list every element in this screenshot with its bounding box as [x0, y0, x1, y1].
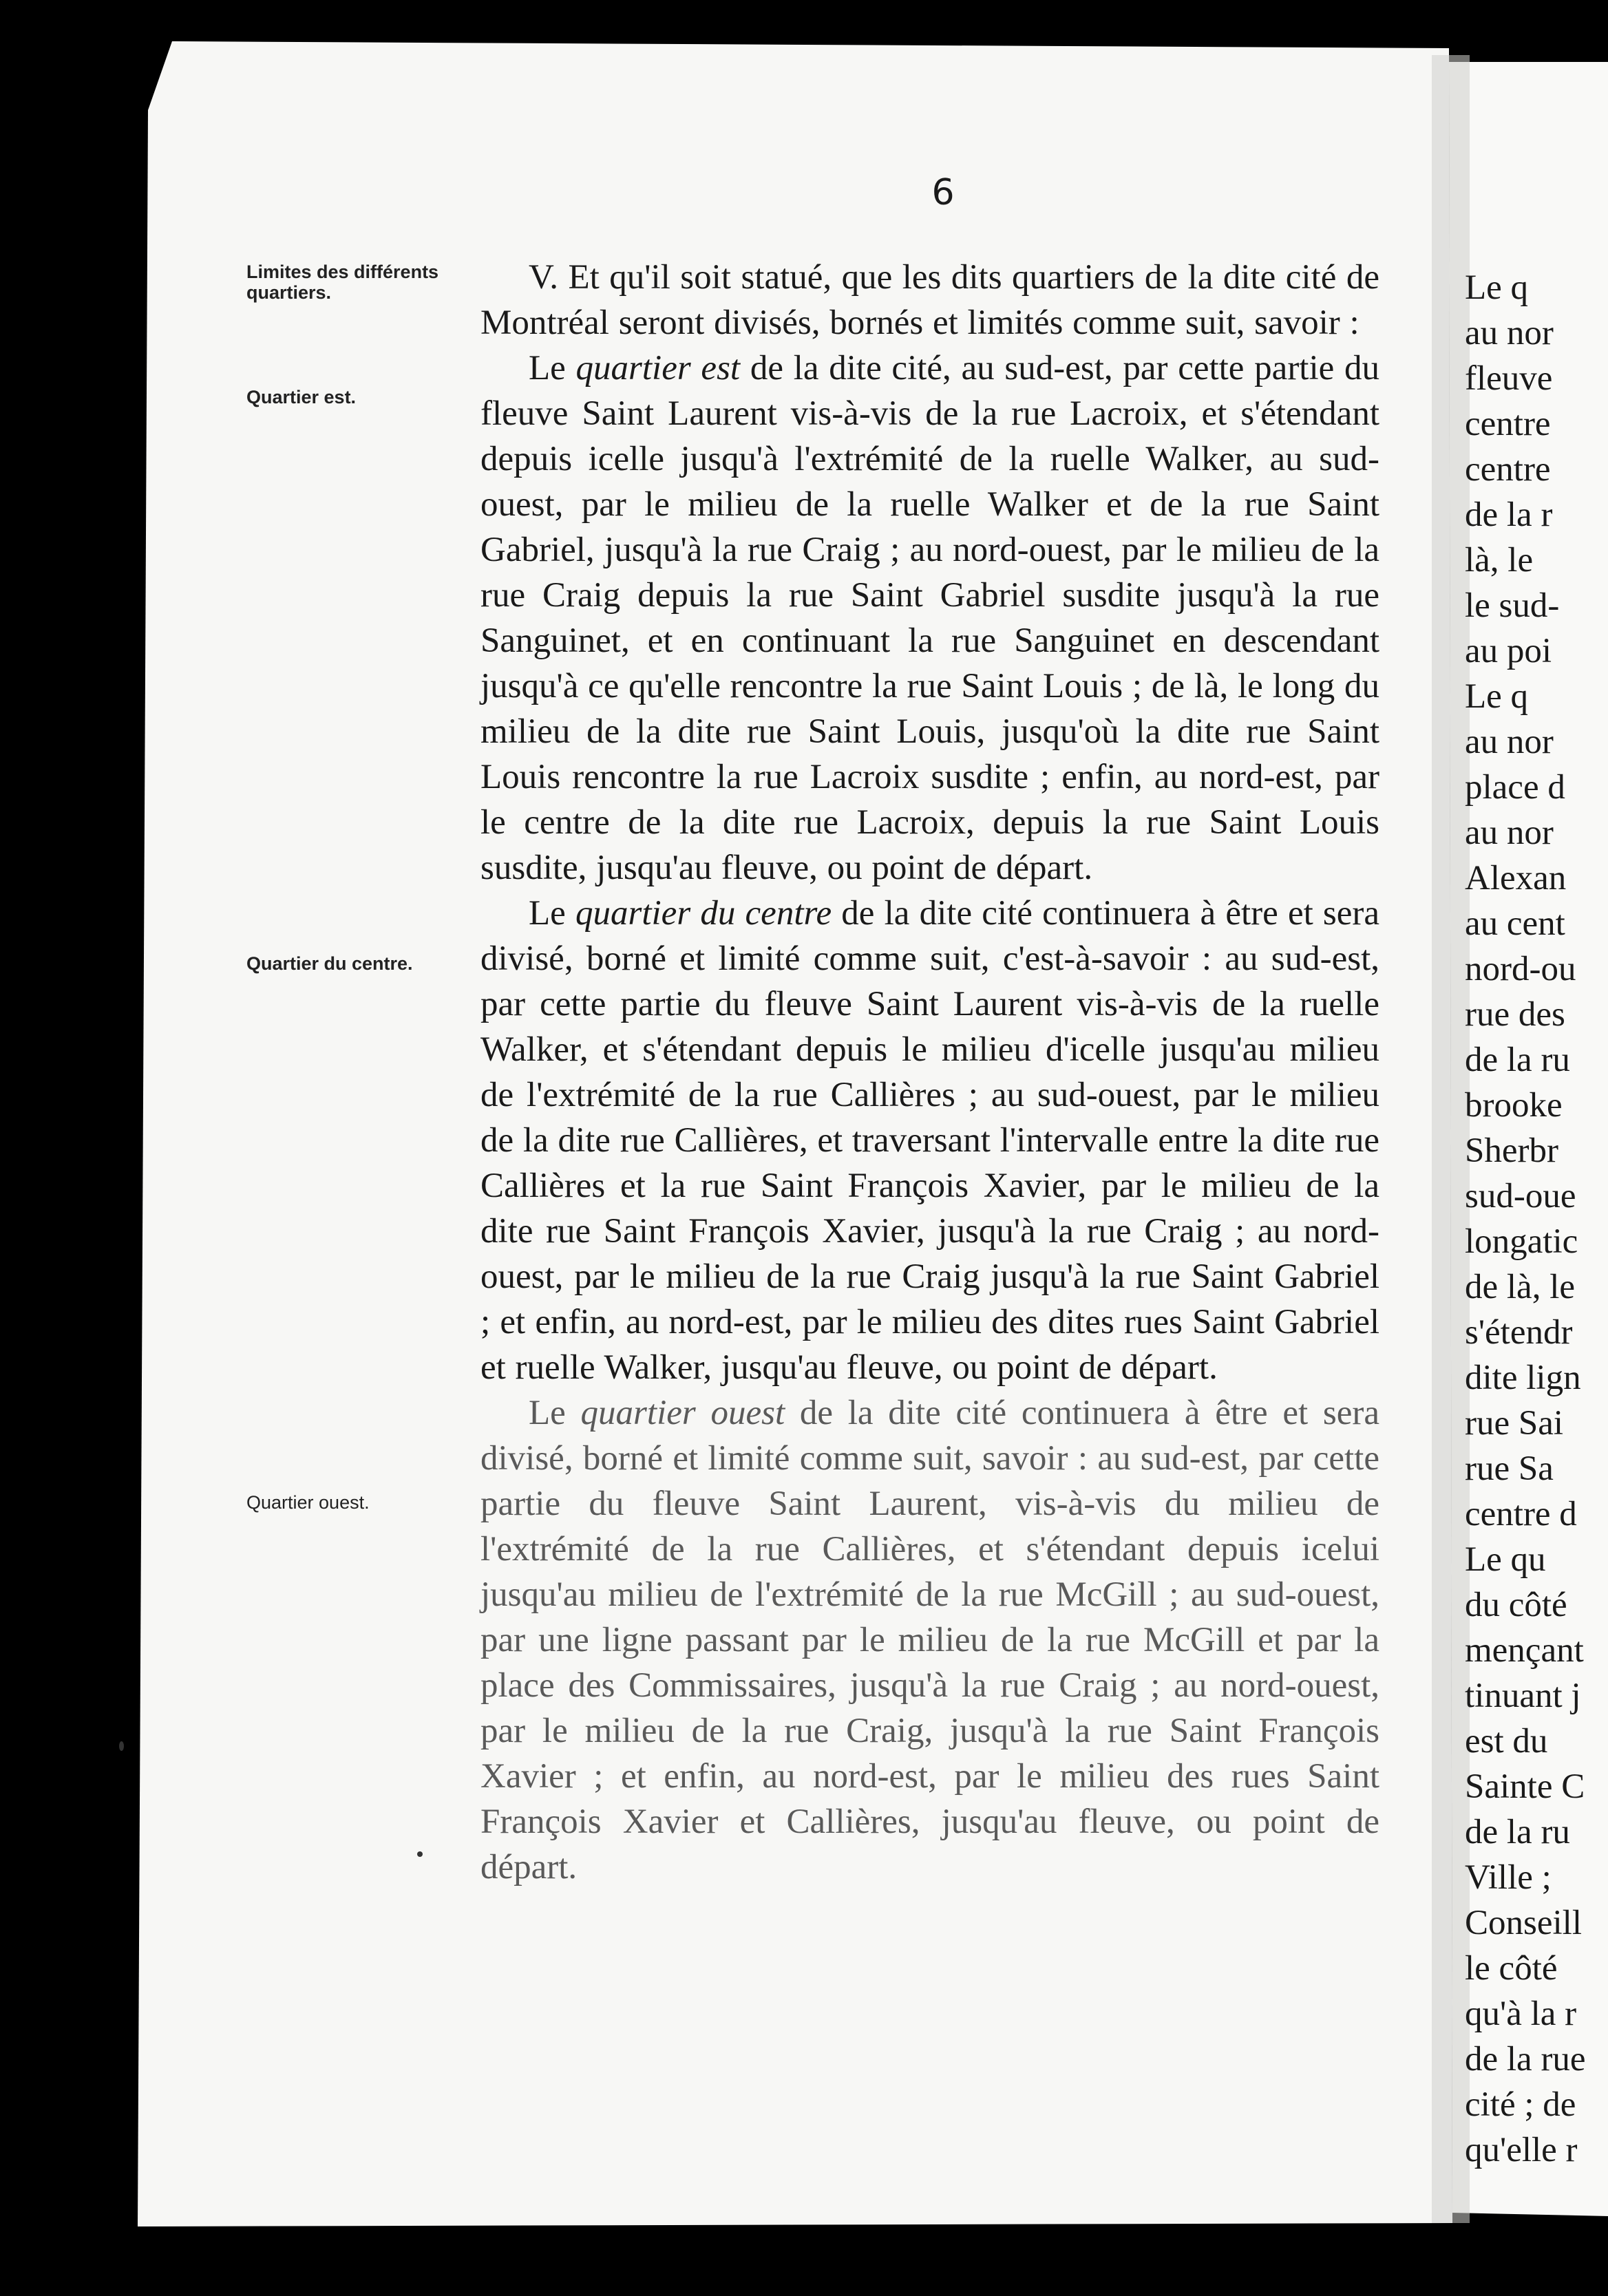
right-page-line: le côté [1465, 1949, 1558, 1988]
paragraph-emphasis: quartier du centre [575, 894, 832, 933]
right-page-line: dite lign [1465, 1359, 1581, 1397]
right-page-line: tinuant j [1465, 1677, 1581, 1715]
right-page-line: Conseill [1465, 1904, 1583, 1942]
right-page-line: de là, le [1465, 1268, 1575, 1306]
right-page-text [1465, 265, 1608, 2173]
right-page-line: Le q [1465, 677, 1529, 716]
page-gutter-shadow [1432, 55, 1470, 2223]
right-page-line: cité ; de [1465, 2085, 1576, 2124]
right-page-line: brooke [1465, 1086, 1563, 1125]
margin-note-limites [246, 262, 480, 303]
paragraph-statute-v: V. Et qu'il soit statué, que les dits quartiers de la dite cité de Montréal seront divisés, bornés et limités comme suit, savoir : [480, 258, 1379, 342]
right-page-line: s'étendr [1465, 1313, 1573, 1352]
paragraph-lead: Le [529, 1394, 566, 1432]
right-page-line: qu'à la r [1465, 1995, 1577, 2033]
paragraph-quartier-est [480, 346, 1379, 891]
paragraph-lead: Le [529, 894, 566, 933]
margin-note-line: quartiers. [246, 282, 332, 303]
right-page-line: Sherbr [1465, 1131, 1558, 1170]
right-page-line: sud-oue [1465, 1177, 1576, 1215]
right-page-line: de la ru [1465, 1813, 1570, 1851]
paragraph-rest: de la dite cité continuera à être et sera divisé, borné et limité comme suit, savoir : au sud-est, par cette partie du fleuve Saint Laurent, vis-à-vis du milieu de l'extrémité de la rue Callières, et s'étendant depuis icelui jusqu'au milieu de l'extrémité de la rue McGill ; au sud-ouest, par une ligne passant par le milieu de la rue McGill et par la place des Commissaires, jusqu'à la rue Craig ; au nord-ouest, par le milieu de la rue Craig, jusqu'à la rue Saint François Xavier ; et enfin, au nord-est, par le milieu des rues Saint François Xavier et Callières, jusqu'au fleuve, ou point de départ. [480, 1394, 1380, 1886]
right-page-line: longatic [1465, 1222, 1578, 1261]
margin-note-line: Quartier du centre. [246, 953, 413, 974]
right-page-line: rue Sai [1465, 1404, 1564, 1443]
right-page-line: centre [1465, 450, 1551, 489]
right-page-line: centre [1465, 405, 1551, 443]
right-page-line: rue des [1465, 995, 1565, 1034]
margin-note-line: Quartier est. [246, 387, 357, 407]
right-page-line: au poi [1465, 632, 1552, 670]
right-page-line: de la rue [1465, 2040, 1586, 2079]
paragraph-rest: de la dite cité continuera à être et sera divisé, borné et limité comme suit, c'est-à-savoir : au sud-est, par cette partie du fleuve Saint Laurent vis-à-vis de la ruelle Walker, et s'étendant depuis le milieu d'icelle jusqu'au milieu de l'extrémité de la rue Callières ; au sud-ouest, par le milieu de la dite rue Callières, et traversant l'intervalle entre la dite rue Callières et la rue Saint François Xavier, par le milieu de la dite rue Saint François Xavier, jusqu'à la rue Craig ; au nord-ouest, par le milieu de la rue Craig jusqu'à la rue Saint Gabriel ; et enfin, au nord-est, par le milieu des dites rues Saint Gabriel et ruelle Walker, jusqu'au fleuve, ou point de départ. [480, 894, 1380, 1387]
right-page-line: centre d [1465, 1495, 1577, 1533]
right-page-line: au nor [1465, 814, 1554, 852]
paragraph-quartier-ouest [480, 1390, 1379, 1890]
paragraph-rest: de la dite cité, au sud-est, par cette partie du fleuve Saint Laurent vis-à-vis de la rue Lacroix, et s'étendant depuis icelle jusqu'à l'extrémité de la ruelle Walker, au sud-ouest, par le milieu de la ruelle Walker et de la rue Saint Gabriel, jusqu'à la rue Craig ; au nord-ouest, par le milieu de la rue Craig depuis la rue Saint Gabriel susdite jusqu'à la rue Sanguinet, et en continuant la rue Sanguinet en descendant jusqu'à ce qu'elle rencontre la rue Saint Louis ; de là, le long du milieu de la dite rue Saint Louis, jusqu'où la dite rue Saint Louis rencontre la rue Lacroix susdite ; enfin, au nord-est, par le centre de la dite rue Lacroix, depuis la rue Saint Louis susdite, jusqu'au fleuve, ou point de départ. [480, 349, 1380, 887]
margin-note-line: Limites des différents [246, 262, 439, 282]
page-number: 6 [931, 172, 955, 213]
paragraph-lead: Le [529, 349, 566, 387]
right-page-line: Le qu [1465, 1540, 1546, 1579]
right-page-line: Ville ; [1465, 1858, 1552, 1897]
right-page-line: là, le [1465, 541, 1534, 580]
paragraph-quartier-centre [480, 891, 1379, 1390]
margin-note-quartier-est [246, 387, 480, 407]
right-page-line: mençant [1465, 1631, 1584, 1670]
right-page-line: le sud- [1465, 586, 1560, 625]
margin-note-line: Quartier ouest. [246, 1492, 370, 1513]
right-page-line: au cent [1465, 904, 1565, 943]
right-page-line: place d [1465, 768, 1565, 807]
right-page-line: rue Sa [1465, 1449, 1554, 1488]
right-page-line: Sainte C [1465, 1767, 1585, 1806]
paragraph-emphasis: quartier est [575, 349, 741, 387]
right-page-line: qu'elle r [1465, 2131, 1578, 2169]
paragraph-emphasis: quartier ouest [580, 1394, 785, 1432]
right-page-line: de la r [1465, 496, 1553, 534]
ink-speck [119, 1741, 124, 1751]
right-page-line: est du [1465, 1722, 1548, 1761]
right-page-line: nord-ou [1465, 950, 1576, 988]
body-text [480, 255, 1379, 1890]
right-page-line: Alexan [1465, 859, 1567, 897]
right-page-line: Le q [1465, 268, 1529, 307]
right-page-line: de la ru [1465, 1041, 1570, 1079]
ink-speck [417, 1851, 423, 1857]
right-page-line: fleuve [1465, 359, 1553, 398]
right-page-line: au nor [1465, 723, 1554, 761]
margin-note-quartier-centre [246, 953, 480, 974]
right-page-line: au nor [1465, 314, 1554, 352]
margin-note-quartier-ouest [246, 1492, 480, 1513]
right-page-line: du côté [1465, 1586, 1567, 1624]
